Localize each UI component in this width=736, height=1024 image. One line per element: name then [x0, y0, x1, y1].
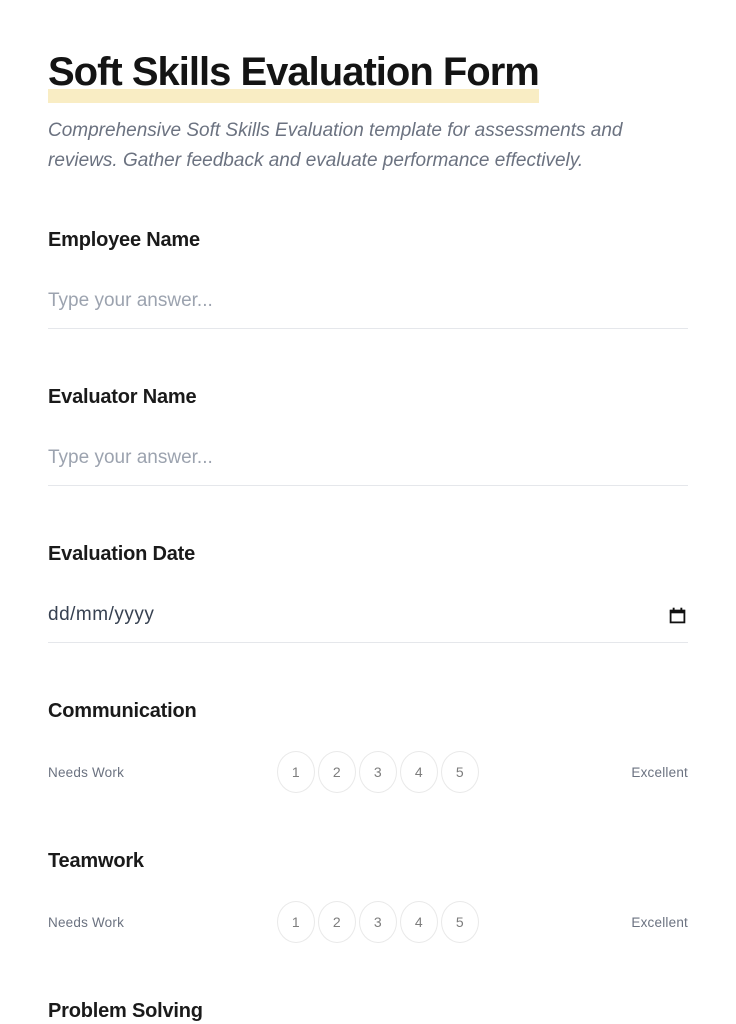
teamwork-rating-option-2[interactable]: 2 [318, 901, 356, 943]
rating-low-label: Needs Work [48, 914, 125, 930]
calendar-icon [669, 607, 686, 624]
communication-rating-option-3[interactable]: 3 [359, 751, 397, 793]
question-evaluator-name [48, 385, 688, 486]
communication-rating-option-1[interactable]: 1 [277, 751, 315, 793]
employee-name-label: Employee Name [48, 229, 200, 251]
rating-high-label: Excellent [631, 764, 688, 780]
question-employee-name [48, 228, 688, 329]
question-evaluation-date [48, 542, 688, 643]
evaluator-name-label: Evaluator Name [48, 386, 197, 408]
communication-rating-options [277, 751, 479, 793]
question-problem-solving [48, 999, 688, 1023]
calendar-picker-button[interactable] [667, 607, 688, 624]
page-title-highlight: Soft Skills Evaluation Form [48, 50, 539, 103]
evaluation-date-label: Evaluation Date [48, 543, 196, 565]
communication-rating-option-4[interactable]: 4 [400, 751, 438, 793]
question-teamwork [48, 849, 688, 943]
teamwork-rating-option-4[interactable]: 4 [400, 901, 438, 943]
employee-name-input[interactable] [48, 282, 688, 329]
teamwork-rating-option-3[interactable]: 3 [359, 901, 397, 943]
teamwork-rating-option-1[interactable]: 1 [277, 901, 315, 943]
rating-low-label: Needs Work [48, 764, 125, 780]
teamwork-label: Teamwork [48, 850, 144, 872]
communication-rating-option-2[interactable]: 2 [318, 751, 356, 793]
communication-rating-row [48, 751, 688, 793]
problem-solving-label: Problem Solving [48, 1000, 203, 1022]
page-title [48, 48, 688, 96]
teamwork-rating-option-5[interactable]: 5 [441, 901, 479, 943]
teamwork-rating-options [277, 901, 479, 943]
form-description: Comprehensive Soft Skills Evaluation template for assessments and reviews. Gather feedback and evaluate performance effectively. [48, 120, 623, 171]
teamwork-rating-row [48, 901, 688, 943]
communication-label: Communication [48, 700, 197, 722]
evaluation-date-value: dd/mm/yyyy [48, 604, 155, 625]
evaluation-date-input[interactable] [48, 596, 688, 643]
question-communication [48, 699, 688, 793]
evaluator-name-input[interactable] [48, 439, 688, 486]
rating-high-label: Excellent [631, 914, 688, 930]
communication-rating-option-5[interactable]: 5 [441, 751, 479, 793]
